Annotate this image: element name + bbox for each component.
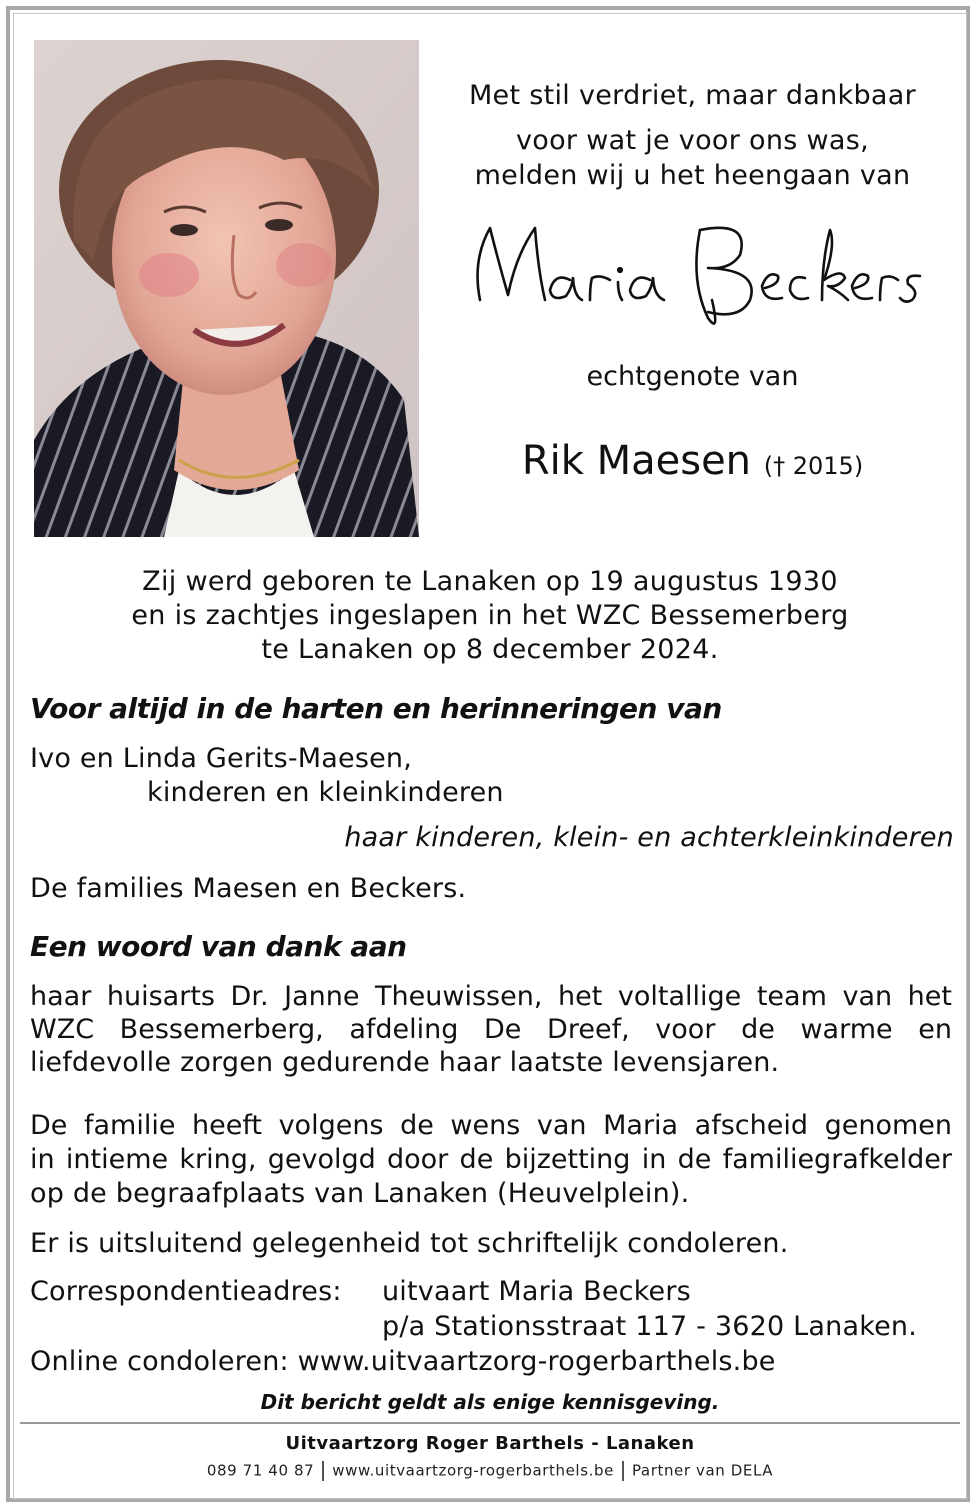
farewell-line-2: in intieme kring, gevolgd door de bijzetting in de familiegrafkelder bbox=[30, 1144, 952, 1175]
intro-line-2: voor wat je voor ons was, bbox=[516, 125, 869, 156]
farewell-line-3: op de begraafplaats van Lanaken (Heuvelplein). bbox=[30, 1178, 690, 1209]
thanks-line-3: liefdevolle zorgen gedurende haar laatste levensjaren. bbox=[30, 1047, 780, 1078]
footer-separator bbox=[322, 1461, 324, 1481]
spouse-label: echtgenote van bbox=[586, 361, 799, 392]
funeral-company-name: Uitvaartzorg Roger Barthels - Lanaken bbox=[285, 1433, 695, 1454]
thanks-line-1: haar huisarts Dr. Janne Theuwissen, het voltallige team van het bbox=[30, 981, 952, 1012]
family-line-1-sub: kinderen en kleinkinderen bbox=[147, 777, 504, 808]
thanks-heading: Een woord van dank aan bbox=[30, 930, 407, 963]
memory-heading: Voor altijd in de harten en herinneringen van bbox=[30, 692, 722, 725]
notice-line: Dit bericht geldt als enige kennisgeving. bbox=[260, 1390, 720, 1414]
footer-divider bbox=[20, 1422, 960, 1424]
correspondence-label: Correspondentieadres: bbox=[30, 1276, 342, 1307]
portrait-photo bbox=[34, 40, 419, 537]
intro-line-3: melden wij u het heengaan van bbox=[474, 160, 911, 191]
birth-line-3: te Lanaken op 8 december 2024. bbox=[261, 634, 719, 665]
birth-line-1: Zij werd geboren te Lanaken op 19 augustus 1930 bbox=[142, 566, 838, 597]
grandchildren-line: haar kinderen, klein- en achterkleinkinderen bbox=[344, 822, 954, 853]
birth-line-2: en is zachtjes ingeslapen in het WZC Bessemerberg bbox=[131, 600, 849, 631]
footer-separator bbox=[622, 1461, 624, 1481]
deceased-name-script bbox=[450, 200, 935, 350]
footer-partner: Partner van DELA bbox=[631, 1461, 774, 1480]
condolence-note: Er is uitsluitend gelegenheid tot schriftelijk condoleren. bbox=[30, 1228, 789, 1259]
correspondence-line-2: p/a Stationsstraat 117 - 3620 Lanaken. bbox=[382, 1311, 917, 1342]
footer-contact bbox=[20, 1461, 960, 1481]
family-line-1: Ivo en Linda Gerits-Maesen, bbox=[30, 743, 413, 774]
intro-line-1: Met stil verdriet, maar dankbaar bbox=[468, 80, 917, 111]
correspondence-line-1: uitvaart Maria Beckers bbox=[382, 1276, 691, 1307]
spouse-line bbox=[430, 438, 955, 484]
farewell-line-1: De familie heeft volgens de wens van Maria afscheid genomen bbox=[30, 1110, 952, 1141]
footer-phone: 089 71 40 87 bbox=[206, 1461, 315, 1480]
thanks-line-2: WZC Bessemerberg, afdeling De Dreef, voor de warme en bbox=[30, 1014, 952, 1045]
spouse-death-note: († 2015) bbox=[763, 452, 864, 480]
spouse-name: Rik Maesen bbox=[521, 438, 752, 484]
online-condolence: Online condoleren: www.uitvaartzorg-rogerbarthels.be bbox=[30, 1346, 776, 1377]
families-line: De families Maesen en Beckers. bbox=[30, 873, 467, 904]
footer-website[interactable]: www.uitvaartzorg-rogerbarthels.be bbox=[332, 1461, 614, 1480]
